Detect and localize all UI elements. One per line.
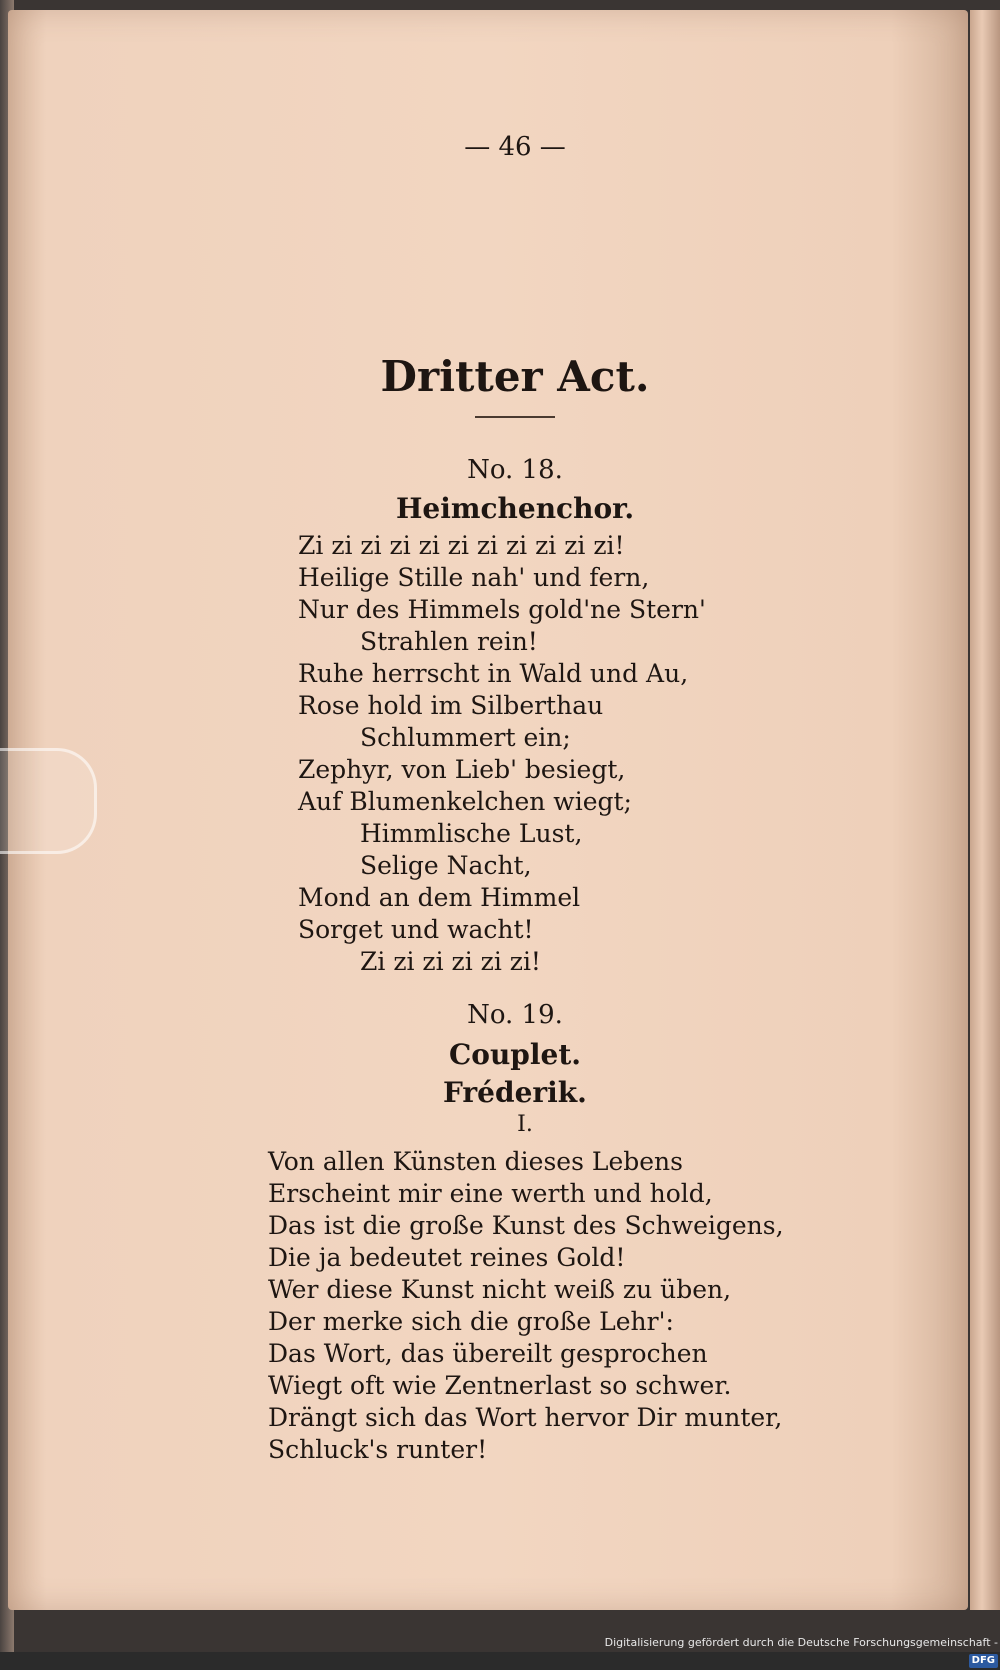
poem-line: Ruhe herrscht in Wald und Au, <box>298 659 689 688</box>
poem-line: Der merke sich die große Lehr': <box>268 1307 674 1336</box>
poem-line: Nur des Himmels gold'ne Stern' <box>298 595 706 624</box>
poem-line: Heilige Stille nah' und fern, <box>298 563 650 592</box>
speaker-name: Fréderik. <box>443 1076 587 1109</box>
poem-line: Zi zi zi zi zi zi! <box>360 947 541 976</box>
dfg-logo: DFG <box>969 1654 998 1668</box>
act-title: Dritter Act. <box>380 352 650 401</box>
section-title-couplet: Couplet. <box>448 1038 582 1071</box>
poem-line: Das ist die große Kunst des Schweigens, <box>268 1211 784 1240</box>
poem-line: Mond an dem Himmel <box>298 883 581 912</box>
poem-line: Zephyr, von Lieb' besiegt, <box>298 755 626 784</box>
section-number-18: No. 18. <box>467 455 563 485</box>
section-title-heimchenchor: Heimchenchor. <box>395 492 635 525</box>
poem-line: Sorget und wacht! <box>298 915 534 944</box>
poem-line: Wiegt oft wie Zentnerlast so schwer. <box>268 1371 732 1400</box>
poem-line: Schluck's runter! <box>268 1435 488 1464</box>
page-right-edge <box>970 10 1000 1610</box>
verse-number: I. <box>517 1112 533 1137</box>
poem-line: Wer diese Kunst nicht weiß zu üben, <box>268 1275 732 1304</box>
poem-line: Strahlen rein! <box>360 627 538 656</box>
poem-line: Auf Blumenkelchen wiegt; <box>298 787 632 816</box>
poem-line: Rose hold im Silberthau <box>298 691 604 720</box>
poem-line: Himmlische Lust, <box>360 819 583 848</box>
poem-line: Selige Nacht, <box>360 851 532 880</box>
digitization-footer <box>600 1634 998 1666</box>
poem-line: Schlummert ein; <box>360 723 571 752</box>
footer-text: Digitalisierung gefördert durch die Deutsche Forschungsgemeinschaft - <box>604 1636 998 1649</box>
poem-line: Das Wort, das übereilt gesprochen <box>268 1339 708 1368</box>
page-clip <box>0 748 97 854</box>
poem-line: Drängt sich das Wort hervor Dir munter, <box>268 1403 783 1432</box>
poem-line: Erscheint mir eine werth und hold, <box>268 1179 713 1208</box>
section-number-19: No. 19. <box>467 1000 563 1030</box>
page-number: — 46 — <box>464 132 566 162</box>
poem-line: Von allen Künsten dieses Lebens <box>268 1147 683 1176</box>
title-divider <box>475 416 555 418</box>
poem-line: Die ja bedeutet reines Gold! <box>268 1243 626 1272</box>
poem-line: Zi zi zi zi zi zi zi zi zi zi zi! <box>298 531 625 560</box>
